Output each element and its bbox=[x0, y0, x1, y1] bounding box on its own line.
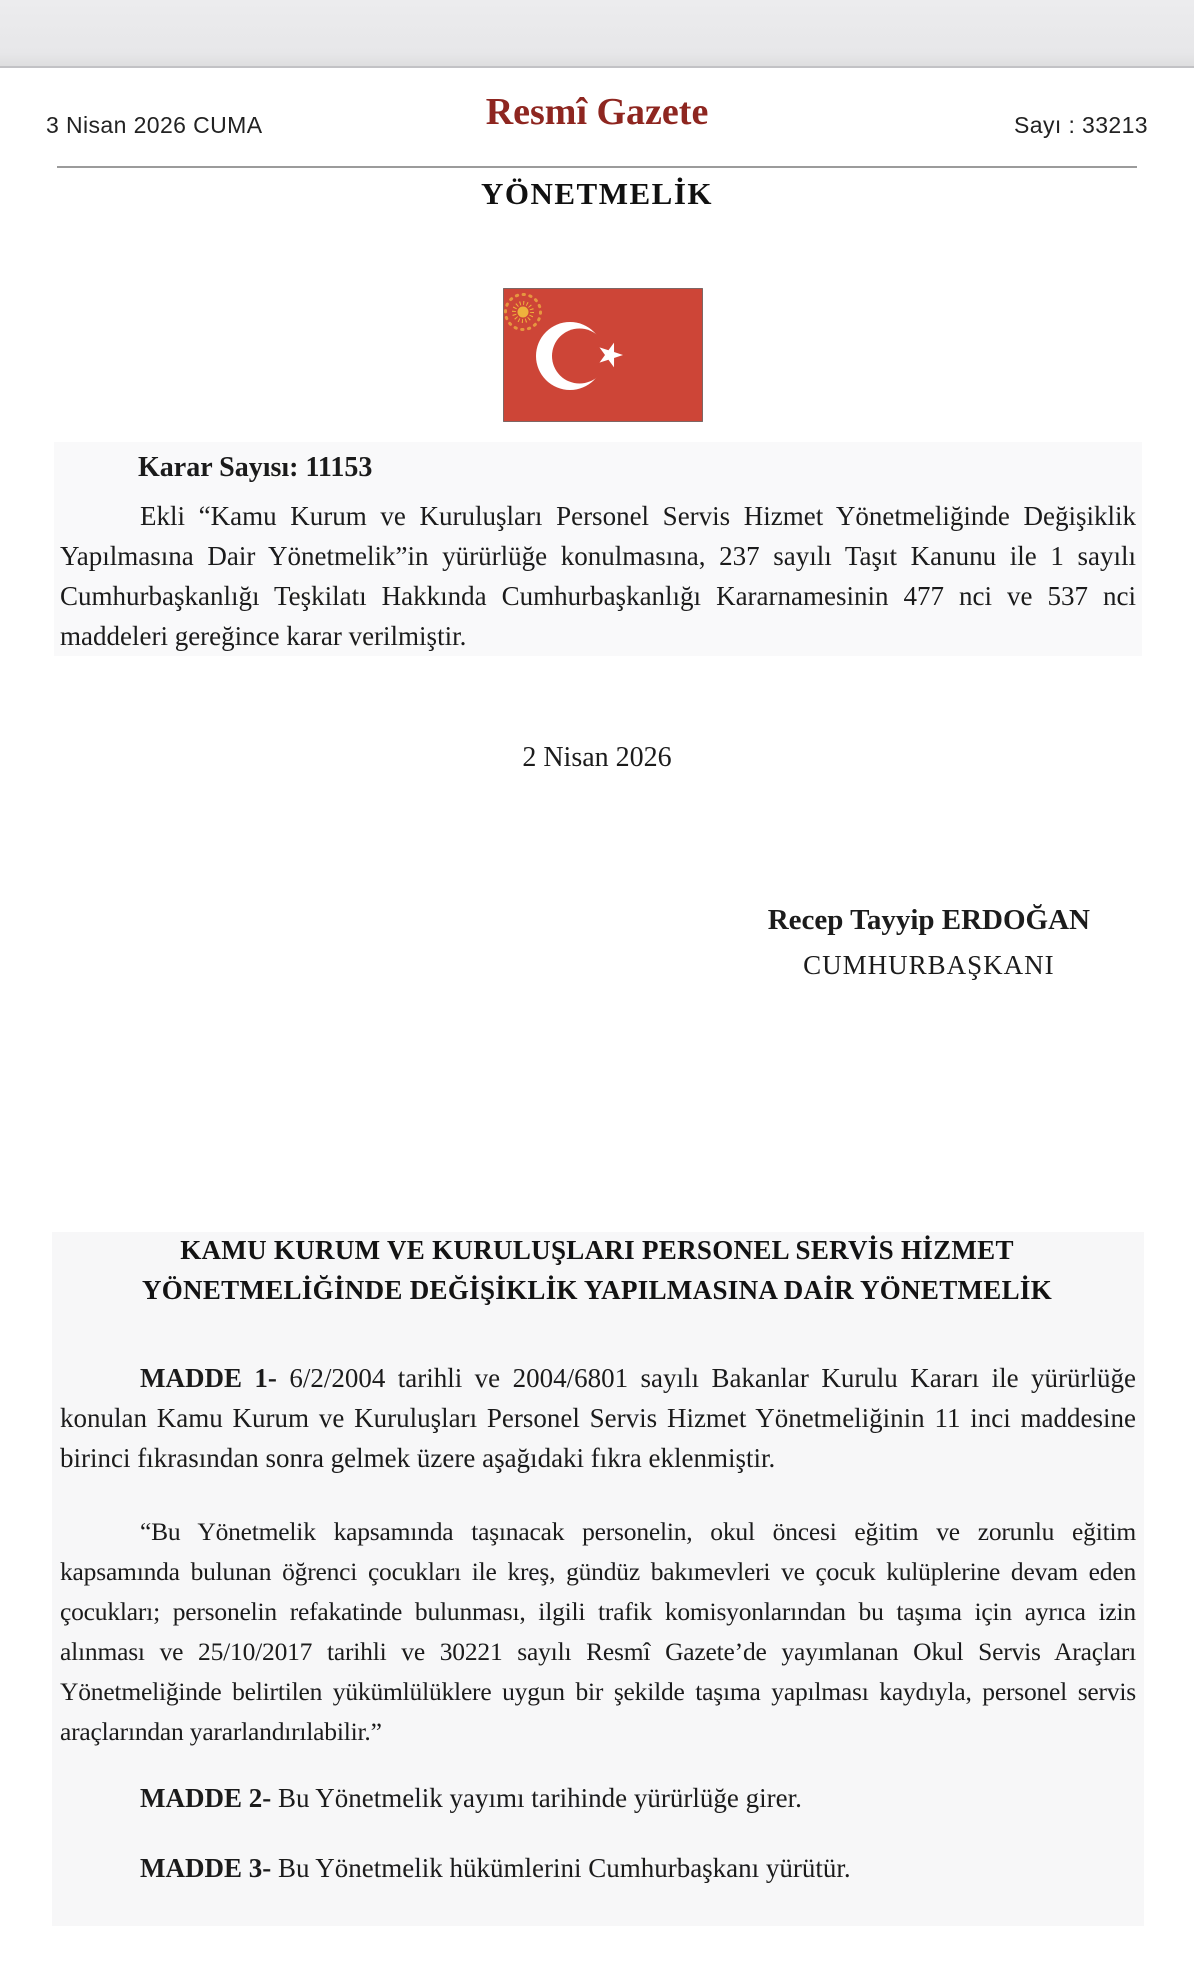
regulation-title bbox=[0, 1230, 1194, 1310]
decision-paragraph: Ekli “Kamu Kurum ve Kuruluşları Personel Servis Hizmet Yönetmeliğinde Değişiklik Yapılmasına Dair Yönetmelik”in yürürlüğe konulmasına, 237 sayılı Taşıt Kanunu ile 1 sayılı Cumhurbaşkanlığı Teşkilatı Hakkında Cumhurbaşkanlığı Kararnamesinin 477 nci ve 537 nci maddeleri gereğince karar verilmiştir. bbox=[60, 501, 1136, 651]
decision-date: 2 Nisan 2026 bbox=[522, 742, 672, 773]
article-2-text: Bu Yönetmelik yayımı tarihinde yürürlüğe girer. bbox=[277, 1783, 802, 1813]
top-gray-bar bbox=[0, 0, 1194, 68]
article-3-label: MADDE 3- bbox=[140, 1853, 272, 1883]
regulation-body bbox=[60, 1358, 1136, 1888]
article-3-text: Bu Yönetmelik hükümlerini Cumhurbaşkanı yürütür. bbox=[277, 1853, 851, 1883]
article-1-label: MADDE 1- bbox=[140, 1363, 277, 1393]
article-1-text: 6/2/2004 tarihli ve 2004/6801 sayılı Bakanlar Kurulu Kararı ile yürürlüğe konulan Kamu Kurum ve Kuruluşları Personel Servis Hizmet Yönetmeliğinin 11 inci maddesine birinci fıkrasından sonra gelmek üzere aşağıdaki fıkra eklenmiştir. bbox=[60, 1363, 1136, 1473]
quoted-added-clause: “Bu Yönetmelik kapsamında taşınacak personelin, okul öncesi eğitim ve zorunlu eğitim kapsamında bulunan öğrenci çocukları ile kreş, gündüz bakımevleri ve çocuk kulüplerine devam eden çocukları; personelin refakatinde bulunması, ilgili trafik komisyonlarından bu taşıma için ayrıca izin alınması ve 25/10/2017 tarihli ve 30221 sayılı Resmî Gazete’de yayımlanan Okul Servis Araçları Yönetmeliğinde belirtilen yükümlülüklere uygun bir şekilde taşıma yapılması kaydıyla, personel servis araçlarından yararlandırılabilir.” bbox=[60, 1517, 1136, 1746]
decision-number: Karar Sayısı: 11153 bbox=[138, 452, 373, 483]
article-3 bbox=[60, 1848, 1136, 1888]
document-kind-heading: YÖNETMELİK bbox=[480, 176, 714, 211]
signature-block bbox=[768, 904, 1090, 981]
masthead-date: 3 Nisan 2026 CUMA bbox=[46, 112, 263, 138]
signature-name: Recep Tayyip ERDOĞAN bbox=[767, 904, 1090, 936]
masthead-title: Resmî Gazete bbox=[485, 91, 709, 133]
article-2-label: MADDE 2- bbox=[140, 1783, 272, 1813]
regulation-title-line-1: KAMU KURUM VE KURULUŞLARI PERSONEL SERVİS HİZMET bbox=[180, 1235, 1014, 1265]
turkish-presidential-flag-icon bbox=[503, 288, 703, 422]
masthead-divider bbox=[57, 166, 1137, 168]
regulation-title-line-2: YÖNETMELİĞİNDE DEĞİŞİKLİK YAPILMASINA DAİR YÖNETMELİK bbox=[141, 1275, 1053, 1305]
masthead-issue-number: Sayı : 33213 bbox=[1014, 112, 1148, 138]
article-1 bbox=[60, 1358, 1136, 1478]
article-2 bbox=[60, 1778, 1136, 1818]
signature-title: CUMHURBAŞKANI bbox=[803, 950, 1055, 980]
